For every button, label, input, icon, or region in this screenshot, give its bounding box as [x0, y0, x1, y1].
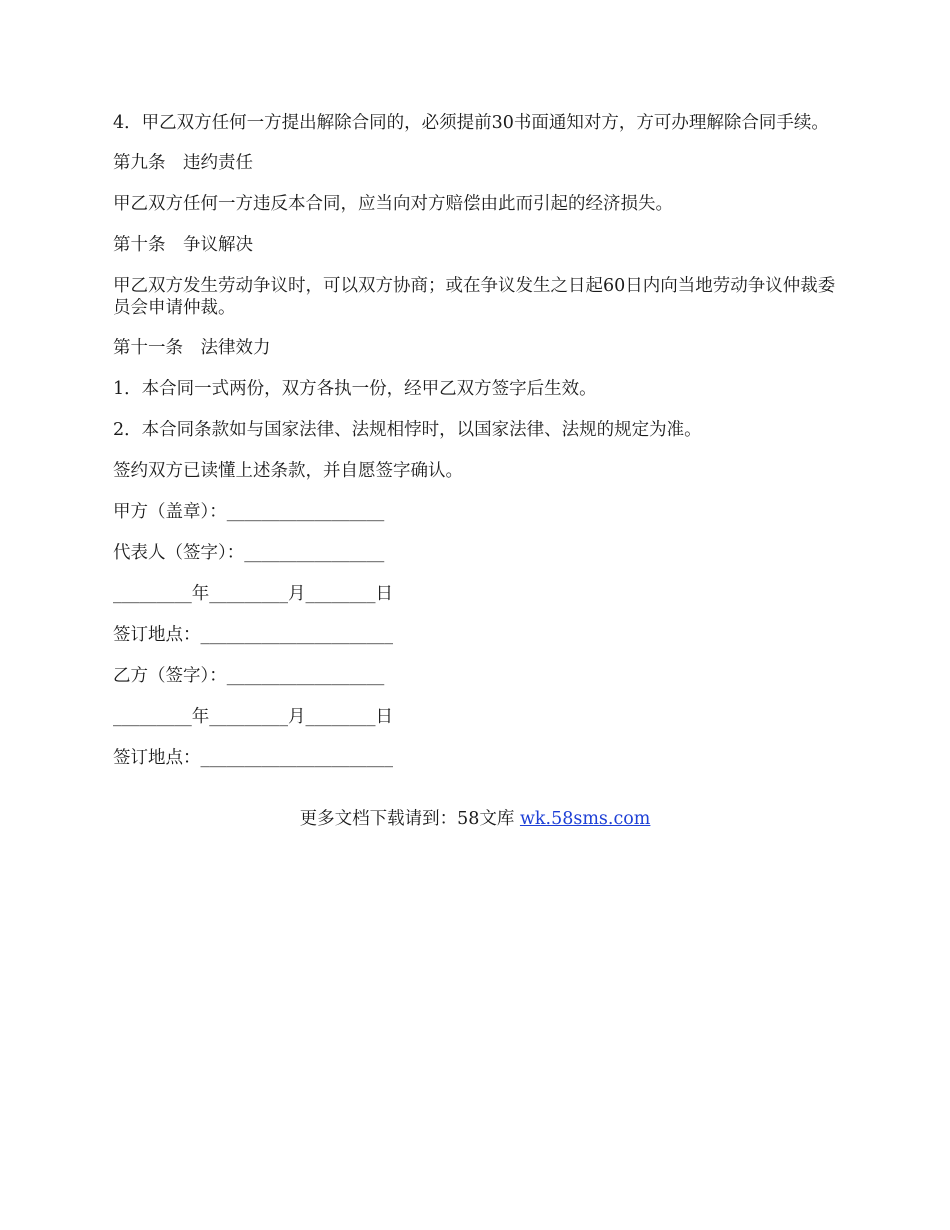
article-10-heading: 第十条 争议解决 [113, 235, 253, 255]
clause-termination-notice: 4．甲乙双方任何一方提出解除合同的，必须提前30书面通知对方，方可办理解除合同手续。 [113, 113, 829, 133]
article-9-heading: 第九条 违约责任 [113, 153, 253, 173]
article-10-text: 甲乙双方发生劳动争议时，可以双方协商；或在争议发生之日起60日内向当地劳动争议仲裁委员会申请仲裁。 [113, 276, 836, 318]
party-b-location-line: 签订地点：______________________ [113, 748, 393, 768]
article-9-text: 甲乙双方任何一方违反本合同，应当向对方赔偿由此而引起的经济损失。 [113, 194, 673, 214]
confirmation-statement: 签约双方已读懂上述条款，并自愿签字确认。 [113, 461, 463, 481]
party-b-date-line: _________年_________月________日 [113, 707, 393, 727]
document-body [113, 112, 843, 788]
article-11-item-1: 1．本合同一式两份，双方各执一份，经甲乙双方签字后生效。 [113, 379, 597, 399]
footer-link[interactable]: wk.58sms.com [519, 809, 651, 829]
party-a-seal-line: 甲方（盖章）：__________________ [113, 502, 385, 522]
footer-text: 更多文档下载请到：58文库 [299, 809, 515, 829]
party-b-signature-line: 乙方（签字）：__________________ [113, 666, 385, 686]
representative-signature-line: 代表人（签字）：________________ [113, 543, 385, 563]
article-11-item-2: 2．本合同条款如与国家法律、法规相悖时，以国家法律、法规的规定为准。 [113, 420, 702, 440]
download-footer [0, 808, 950, 830]
party-a-location-line: 签订地点：______________________ [113, 625, 393, 645]
party-a-date-line: _________年_________月________日 [113, 584, 393, 604]
article-11-heading: 第十一条 法律效力 [113, 338, 271, 358]
